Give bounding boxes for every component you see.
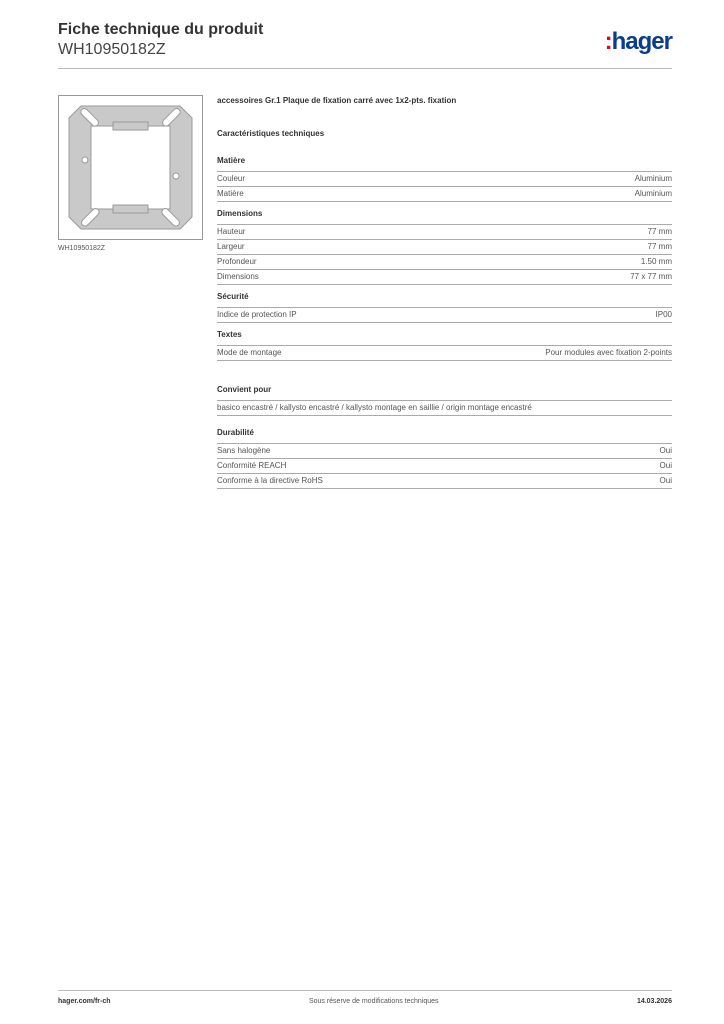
hager-logo [605, 28, 672, 56]
spec-content [217, 96, 672, 496]
spec-value: 77 mm [647, 242, 672, 251]
spec-value: 77 x 77 mm [630, 272, 672, 281]
spec-row [217, 400, 672, 416]
section-convient-pour [217, 385, 672, 416]
spec-value: Oui [659, 446, 672, 455]
spec-value: Pour modules avec fixation 2-points [545, 348, 672, 357]
product-description: accessoires Gr.1 Plaque de fixation carré avec 1x2-pts. fixation [217, 96, 457, 105]
logo-prefix: : [604, 28, 612, 55]
product-image [58, 95, 203, 240]
spec-label: Profondeur [217, 257, 257, 266]
section-matiere [217, 156, 672, 202]
spec-label: basico encastré / kallysto encastré / kallysto montage en saillie / origin montage encastré [217, 403, 532, 412]
section-securite [217, 292, 672, 323]
section-dimensions [217, 209, 672, 285]
mounting-plate-illustration [59, 96, 202, 239]
spec-label: Indice de protection IP [217, 310, 297, 319]
page-title: Fiche technique du produit [58, 21, 264, 38]
section-heading: Convient pour [217, 385, 272, 394]
characteristics-heading: Caractéristiques techniques [217, 129, 325, 138]
section-textes [217, 330, 672, 361]
spec-value: Oui [659, 476, 672, 485]
footer-website-link[interactable]: hager.com/fr-ch [58, 998, 111, 1005]
product-reference: WH10950182Z [58, 41, 166, 58]
header-divider [58, 68, 672, 69]
section-durabilite [217, 428, 672, 489]
spec-value: Aluminium [634, 189, 672, 198]
spec-value: Oui [659, 461, 672, 470]
image-caption: WH10950182Z [58, 245, 106, 252]
spec-row [217, 345, 672, 361]
spec-row [217, 239, 672, 254]
section-heading: Matière [217, 156, 246, 165]
section-heading: Textes [217, 330, 242, 339]
footer-divider [58, 990, 672, 991]
spec-row [217, 171, 672, 186]
spec-row [217, 186, 672, 202]
section-heading: Durabilité [217, 428, 254, 437]
page-footer [58, 998, 672, 1005]
spec-label: Matière [217, 189, 244, 198]
spec-row [217, 307, 672, 323]
spec-row [217, 458, 672, 473]
section-heading: Sécurité [217, 292, 249, 301]
spec-label: Mode de montage [217, 348, 282, 357]
spec-row [217, 254, 672, 269]
section-heading: Dimensions [217, 209, 263, 218]
spec-label: Sans halogène [217, 446, 271, 455]
logo-text: hager [611, 28, 672, 55]
spec-row [217, 443, 672, 458]
spec-value: Aluminium [634, 174, 672, 183]
spec-label: Couleur [217, 174, 246, 183]
spec-label: Largeur [217, 242, 245, 251]
page-header [58, 20, 263, 60]
spec-label: Conforme à la directive RoHS [217, 476, 323, 485]
spec-label: Dimensions [217, 272, 259, 281]
spec-row [217, 224, 672, 239]
spec-value: 77 mm [647, 227, 672, 236]
spec-row [217, 269, 672, 285]
spec-row [217, 473, 672, 489]
footer-notice: Sous réserve de modifications techniques [308, 998, 439, 1005]
spec-label: Hauteur [217, 227, 246, 236]
spec-label: Conformité REACH [217, 461, 287, 470]
spec-value: 1.50 mm [640, 257, 672, 266]
footer-date: 14.03.2026 [636, 998, 672, 1005]
spec-value: IP00 [655, 310, 672, 319]
